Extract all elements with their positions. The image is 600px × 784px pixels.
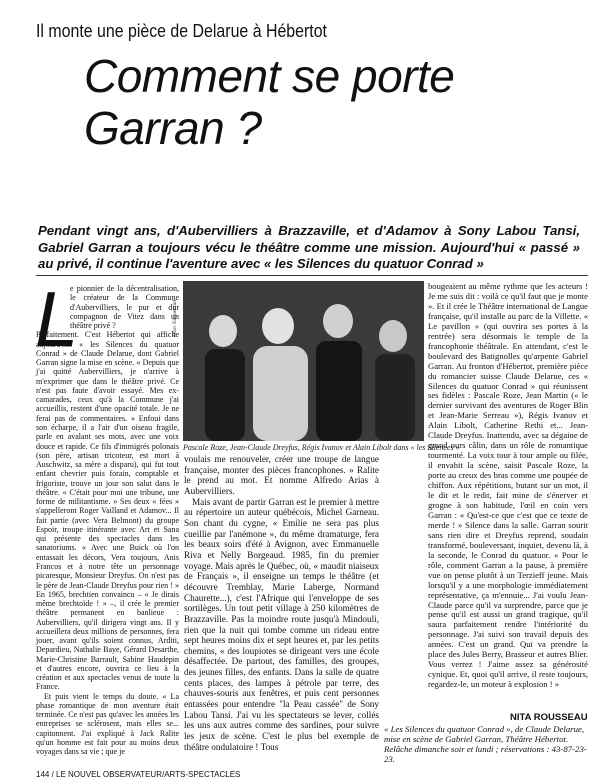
- divider: [36, 275, 588, 276]
- photo-image: [183, 281, 424, 441]
- standfirst: Pendant vingt ans, d'Aubervilliers à Brazzaville, et d'Adamov à Sony Labou Tansi, Gabriel Garran a toujours vécu le théâtre comme une mission. Aujourd'hui « passé » au privé, il continue l'aventure avec « les Silences du quatuor Conrad »: [38, 223, 580, 271]
- headline-line-1: Comment se porte: [84, 50, 455, 102]
- author-signoff: NITA ROUSSEAU: [510, 712, 588, 723]
- headline-line-2: Garran ?: [84, 102, 262, 154]
- headline: [84, 50, 454, 154]
- show-info: « Les Silences du quatuor Conrad », de Claude Delarue, mise en scène de Gabriel Garran, Théâtre Hébertot. Relâche dimanche soir et lundi ; réservations : 43-87-23-23.: [384, 724, 587, 765]
- column-2-paragraph-1: voulais me renouveler, créer une troupe de langue française, monter des pièces francophones. » Ralite le prend au mot. Et nomme Alfredo Arias à Aubervilliers.: [184, 454, 379, 496]
- column-3: [428, 282, 588, 690]
- page-footer: 144 / LE NOUVEL OBSERVATEUR/ARTS-SPECTACLES: [36, 770, 241, 779]
- column-2-paragraph-2: Mais avant de partir Garran est le premier à mettre au répertoire un auteur québécois, Michel Garneau. Son chant du cygne, « Emilie ne sera pas plus cueillie par l'anémone », du même dramaturge, fera les beaux soirs d'été à Avignon, avec Emmanuelle Riva et Nelly Borgeaud. 1985, fin du premier voyage. Mais après le Québec, où, « maudit niaiseux de Français », il enseigne un temps le théâtre (et découvre Tremblay, Marie Laberge, Normand Chaurette...), c'est l'Afrique qui l'enveloppe de ses sortilèges. Un tout petit village à 250 kilomètres de Brazzaville. Pas la moindre route jusqu'à Mindouli, rien que la nuit qui tombe comme un rideau entre sept heures moins dix et sept heures et, par les petits chemins, « des loupiotes se dirigeant vers une école désaffectée. De partout, des familles, des groupes, des jeunes filles, des enfants. Dans la salle de quatre cents places, des lampes à pétrole par terre, des chauves-souris aux fenêtres, et puis cent personnes entassées pour entendre "la Peau cassée" de Sony Labou Tansi. J'ai vu les spectateurs se lever, collés les uns aux autres comme des sardines, pour suivre les jeux de scène. C'est le plus bel exemple de théâtre ondulatoire ! Tous: [184, 496, 379, 752]
- photo: [183, 281, 424, 441]
- column-1-lead: e pionnier de la décentralisation, le créateur de la Commune d'Aubervilliers, le pur et dur compagnon de Vitez dans un théâtre privé ?: [70, 284, 179, 331]
- column-1: [35, 275, 179, 757]
- column-1-paragraph-2: Et puis vient le temps du doute. « La phase romantique de mon aventure était terminée. Ce n'est pas qu'avec les années les entreprises se sclérosent, mais elles se... capitonnent. J'ai expliqué à Jack Ralite qu'un homme est fait pour au moins deux voyages dans sa vie ; que je: [36, 691, 179, 757]
- kicker: Il monte une pièce de Delarue à Hébertot: [36, 20, 327, 41]
- photo-credit: Marc Enguerand: [172, 300, 178, 337]
- drop-cap: L: [35, 275, 79, 363]
- column-3-paragraph-1: bougeaient au même rythme que les acteurs ! Je me suis dit : voilà ce qu'il faut que je monte ». Et il crée le Théâtre international de Langue française, qu'il installe au parc de la Villette. « Le pavillon » (qui ouvrira ses portes à la rentrée) sera désormais le temple de la francophonie théâtrale. En attendant, c'est le boulevard des Batignolles qu'arpente Gabriel Garran. Au fronton d'Hébertot, première pièce du romancier suisse Claude Delarue, ces « Silences du quatuor Conrad » qui réunissent ses fidèles : Pascale Roze, Jean Martin (« le dernier survivant des aventures de Roger Blin et Jean-Marie Serreau »), Régis Ivanov et Alain Libolt, Catherine Rethi et... Jean-Claude Dreyfus. Inattendu, avec sa dégaine de grand ours câlin, dans un rôle de romantique tourmenté. La voix tour à tour ample ou filée, il envahit la scène, saisit Pascale Roze, la porte au creux des bras comme une poupée de chiffon. Aux répétitions, butant sur un mot, il le dit et le redit, fait mine de s'énerver et grogne à son habitude, l'œil en coin vers Garran : « Qu'est-ce que c'est que ce texte de merde ! » Silence dans la salle. Garran sourit sans rien dire et Dreyfus reprend, soudain transformé, bouleversant, inquiet, devenu là, à la seconde, le Conrad du quatuor. « Pour le rôle, comment Garran a la pause, à première vue on pense plutôt à un Terzieff jeune. Mais lorsqu'il y a une morphologie immédiatement représentative, ça m'ennuie... J'ai voulu Jean-Claude parce qu'il va surprendre, parce que je pense qu'il est aussi un grand tragique, qu'il saura parfaitement rendre l'intériorité du personnage. J'ai suivi son travail depuis des années. C'est un grand. Qui va prendre la place des Jules Berry, Brasseur et autres Blier. Vous verrez ! J'aime assez sa générosité cynique. Et, quoi qu'il arrive, il reste toujours, regardez-le, un moteur à explosion ! »: [428, 281, 588, 690]
- column-2: [184, 454, 379, 752]
- column-1-body: Parfaitement. C'est Hébertot qui affiche aujourd'hui « les Silences du quatuor Conrad » de Claude Delarue, dont Gabriel Garran signe la mise en scène. « Depuis que j'ai quitté Aubervilliers, je n'arrive à m'exprimer que dans le théâtre privé. Ce n'est pas faute d'avoir essayé. Mes ex-camarades, ceux qu'à la Commune j'ai accueillis, restent d'une opacité totale. Je ne ferai pas de commentaires. » Enfoui dans son écharpe, il a l'air d'un oiseau fragile, parle en avalant ses mots, avec une voix douce et rapide. Ce fils d'immigrés polonais (son père, artisan tricoteur, est mort à Auschwitz, sa mère a disparu), qui fut tout enfant chevrier puis forain, comptable et frigoriste, trouve un jour son salut dans le théâtre. « C'était pour moi une tribune, une forme de militantisme. » Ses deux « fées » s'appelleront Roger Vailland et Adamov... Il fait partie (avec Vera Belmont) du groupe Espoir, troupe itinérante avec Art et Sana qui présente des spectacles dans les sanatoriums. « Avec une Buick où l'on entassait les décors, Vera toujours, Anis Francos et à notre tête un personnage picaresque, Monsieur Dreyfus. On n'est pas le père de Jean-Claude Dreyfus pour rien ! » En 1965, brechtien convaincu – « Je dirais même brechtoïde ! » –, il crée le premier théâtre permanent en banlieue : Aubervilliers, qu'il dirigera vingt ans. Il y accueillera deux millions de personnes, fera jouer, avant qu'ils soient connus, Arditi, Depardieu, Nathalie Baye, Gérard Desarthe, Marie-Christine Barrault, Sabine Haudepin et d'autres encore, ouvrira ce lieu à la création et aux spectacles venus de toute la France.: [36, 330, 179, 692]
- photo-caption: Pascale Roze, Jean-Claude Dreyfus, Régis Ivanov et Alain Libolt dans « les Silences »: [183, 443, 460, 452]
